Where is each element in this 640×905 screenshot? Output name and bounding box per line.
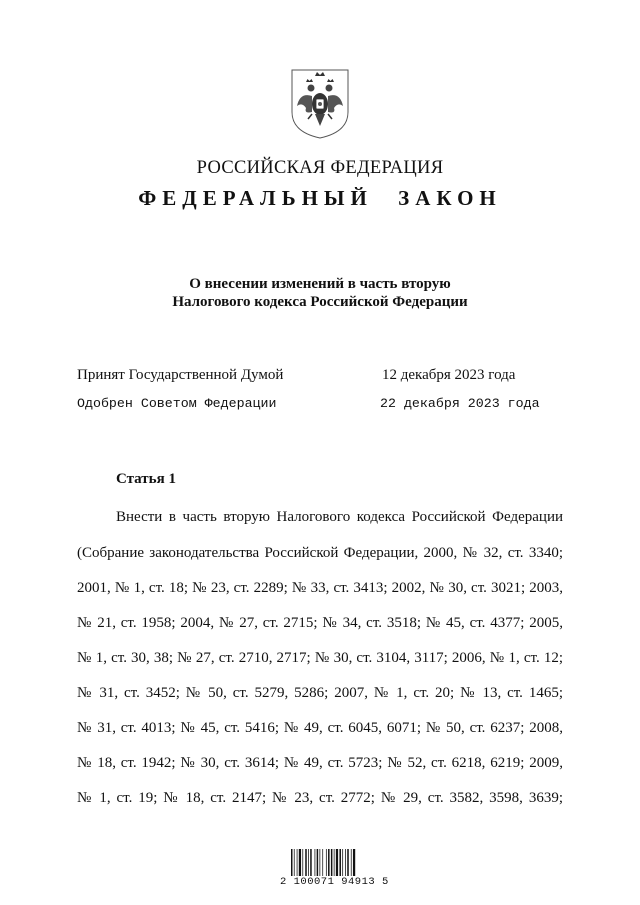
article-line: (Собрание законодательства Российской Федерации, 2000, № 32, ст. 3340;: [77, 545, 563, 561]
article-line: № 1, ст. 19; № 18, ст. 2147; № 23, ст. 2772; № 29, ст. 3582, 3598, 3639;: [77, 790, 563, 806]
law-subject-line: О внесении изменений в часть вторую: [189, 276, 451, 292]
law-subject: [0, 275, 640, 311]
article-line: № 1, ст. 30, 38; № 27, ст. 2710, 2717; № 30, ст. 3104, 3117; 2006, № 1, ст. 12;: [77, 650, 563, 666]
article-line: 2001, № 1, ст. 18; № 23, ст. 2289; № 33, ст. 3413; 2002, № 30, ст. 3021; 2003,: [77, 580, 563, 596]
coat-of-arms-icon: [288, 66, 352, 140]
article-line: Внести в часть вторую Налогового кодекса Российской Федерации: [116, 509, 563, 525]
adoption-council-date: 22 декабря 2023 года: [380, 396, 540, 411]
article-title: Статья 1: [116, 471, 176, 487]
article-line: № 31, ст. 4013; № 45, ст. 5416; № 49, ст. 6045, 6071; № 50, ст. 6237; 2008,: [77, 720, 563, 736]
law-subject-line: Налогового кодекса Российской Федерации: [172, 294, 468, 310]
law-type-title: ФЕДЕРАЛЬНЫЙ ЗАКОН: [138, 186, 502, 210]
adoption-council-row: [77, 396, 597, 416]
country-title: РОССИЙСКАЯ ФЕДЕРАЦИЯ: [196, 158, 444, 178]
adoption-duma-row: [77, 367, 597, 387]
barcode-icon: [290, 845, 360, 877]
article-line: № 31, ст. 3452; № 50, ст. 5279, 5286; 2007, № 1, ст. 20; № 13, ст. 1465;: [77, 685, 563, 701]
adoption-council-label: Одобрен Советом Федерации: [77, 396, 277, 411]
barcode-number: 2 100071 94913 5: [280, 876, 389, 888]
adoption-duma-date: 12 декабря 2023 года: [382, 367, 516, 383]
article-line: № 21, ст. 1958; 2004, № 27, ст. 2715; № 34, ст. 3518; № 45, ст. 4377; 2005,: [77, 615, 563, 631]
article-line: № 18, ст. 1942; № 30, ст. 3614; № 49, ст. 5723; № 52, ст. 6218, 6219; 2009,: [77, 755, 563, 771]
adoption-duma-label: Принят Государственной Думой: [77, 367, 284, 383]
